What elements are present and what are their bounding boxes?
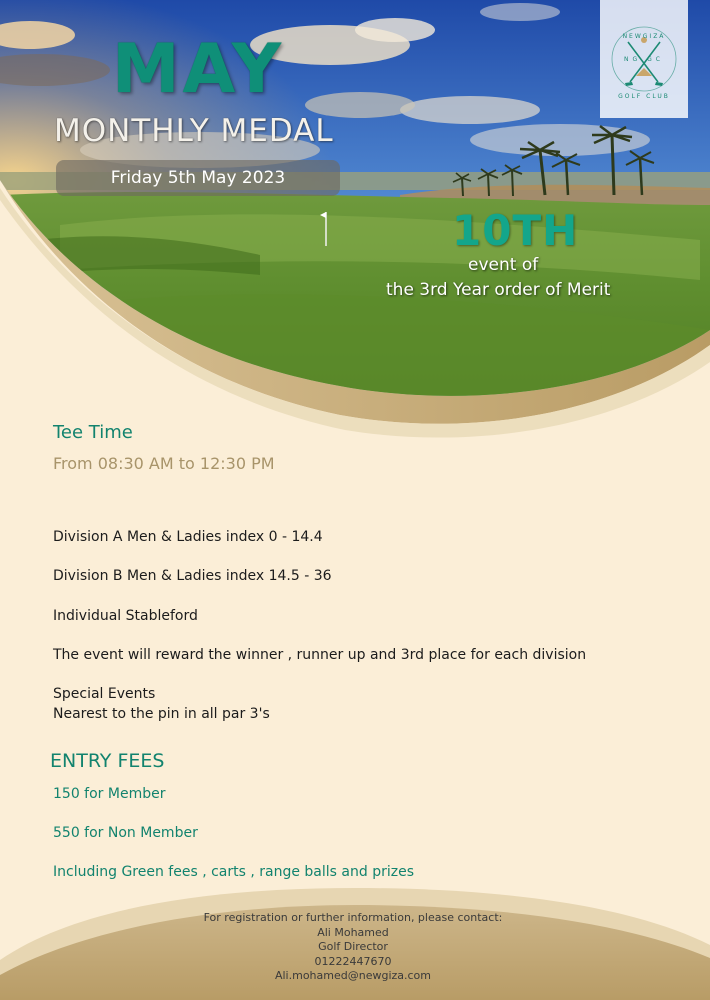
division-a-text: Division A Men & Ladies index 0 - 14.4 [53,529,323,545]
contact-intro: For registration or further information, please contact: [203,911,503,924]
contact-email: Ali.mohamed@newgiza.com [274,969,432,982]
contact-info [185,911,521,984]
special-events-detail: Nearest to the pin in all par 3's [53,706,270,722]
tee-time-heading: Tee Time [53,422,133,443]
fee-inclusions: Including Green fees , carts , range balls and prizes [53,864,414,880]
division-b-text: Division B Men & Ladies index 14.5 - 36 [53,568,332,584]
event-subtitle-line2: the 3rd Year order of Merit [386,280,611,300]
member-fee: 150 for Member [53,786,166,802]
prizes-text: The event will reward the winner , runner up and 3rd place for each division [53,647,587,663]
date-banner [56,160,340,196]
tee-time-range: From 08:30 AM to 12:30 PM [53,454,275,473]
logo-monogram: NG GC [624,56,664,63]
event-title: MONTHLY MEDAL [54,113,334,149]
format-text: Individual Stableford [53,608,198,624]
entry-fees-heading: ENTRY FEES [50,750,165,772]
contact-name: Ali Mohamed [317,925,389,939]
non-member-fee: 550 for Non Member [53,825,198,841]
special-events-heading: Special Events [53,686,156,702]
newgiza-golf-club-logo [600,0,688,118]
contact-role: Golf Director [318,940,388,953]
contact-phone: 01222447670 [314,954,392,968]
event-number: 10TH [452,206,579,255]
logo-bottom-text: GOLF CLUB [618,93,670,100]
event-subtitle-line1: event of [468,255,539,275]
month-title: MAY [112,30,285,109]
logo-top-text: NEWGIZA [622,33,666,40]
event-date: Friday 5th May 2023 [110,168,286,188]
